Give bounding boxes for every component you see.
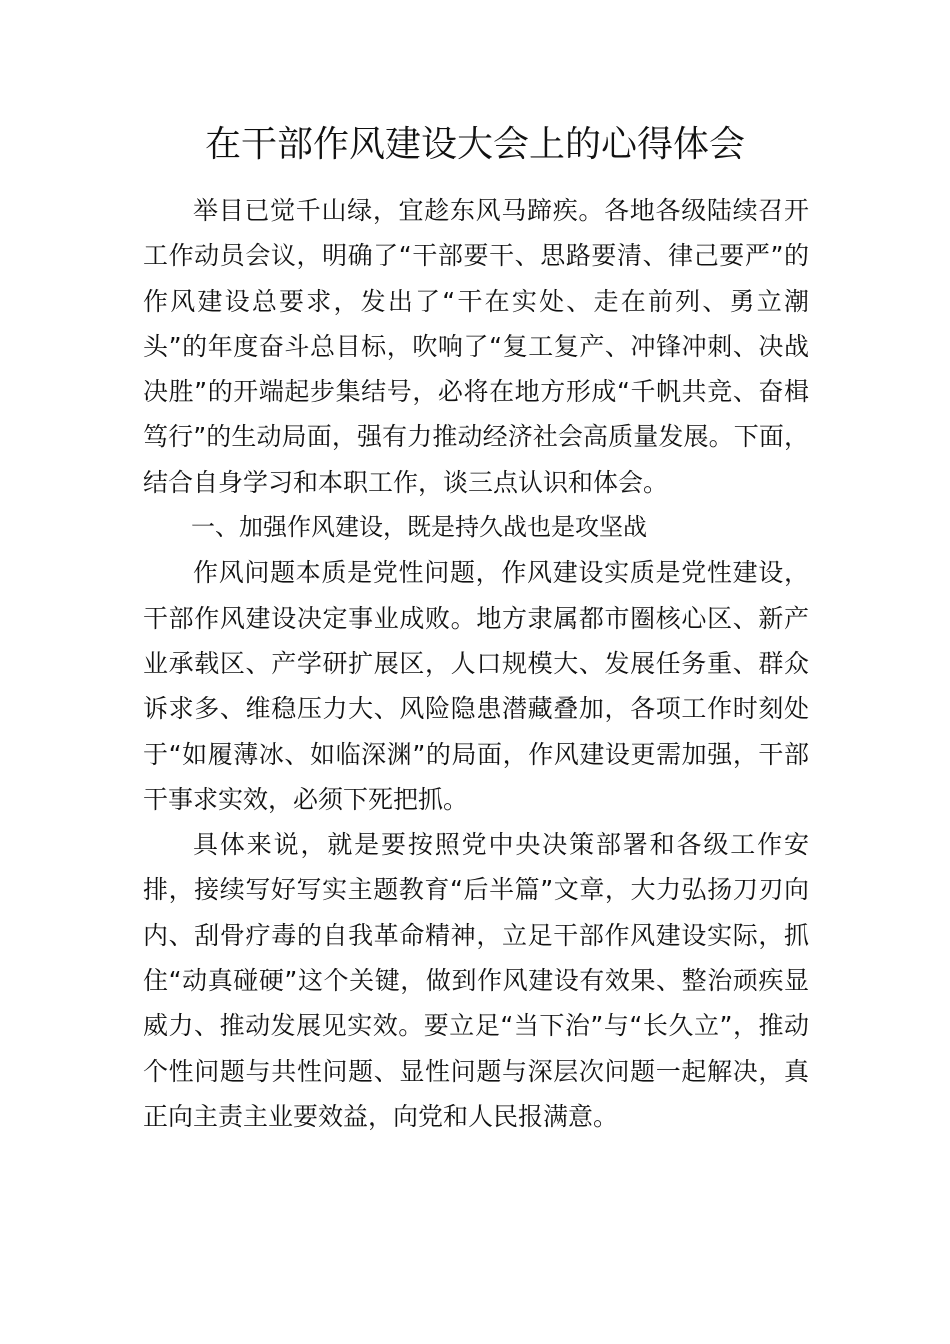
document-body (143, 188, 809, 1139)
section-heading-1: 一、加强作风建设，既是持久战也是攻坚战 (191, 513, 647, 542)
paragraph-intro: 举目已觉千山绿，宜趁东风马蹄疾。各地各级陆续召开工作动员会议，明确了“干部要干、思路要清、律己要严”的作风建设总要求，发出了“干在实处、走在前列、勇立潮头”的年度奋斗总目标，吹响了“复工复产、冲锋冲刺、决战决胜”的开端起步集结号，必将在地方形成“千帆共竞、奋楫笃行”的生动局面，强有力推动经济社会高质量发展。下面，结合自身学习和本职工作，谈三点认识和体会。 (143, 196, 809, 497)
paragraph-specifics: 具体来说，就是要按照党中央决策部署和各级工作安排，接续写好写实主题教育“后半篇”文章，大力弘扬刀刃向内、刮骨疗毒的自我革命精神，立足干部作风建设实际，抓住“动真碰硬”这个关键，做到作风建设有效果、整治顽疾显威力、推动发展见实效。要立足“当下治”与“长久立”，推动个性问题与共性问题、显性问题与深层次问题一起解决，真正向主责主业要效益，向党和人民报满意。 (143, 830, 809, 1131)
paragraph-section-1: 作风问题本质是党性问题，作风建设实质是党性建设，干部作风建设决定事业成败。地方隶属都市圈核心区、新产业承载区、产学研扩展区，人口规模大、发展任务重、群众诉求多、维稳压力大、风险隐患潜藏叠加，各项工作时刻处于“如履薄冰、如临深渊”的局面，作风建设更需加强，干部干事求实效，必须下死把抓。 (143, 558, 809, 814)
document-title: 在干部作风建设大会上的心得体会 (204, 124, 745, 165)
